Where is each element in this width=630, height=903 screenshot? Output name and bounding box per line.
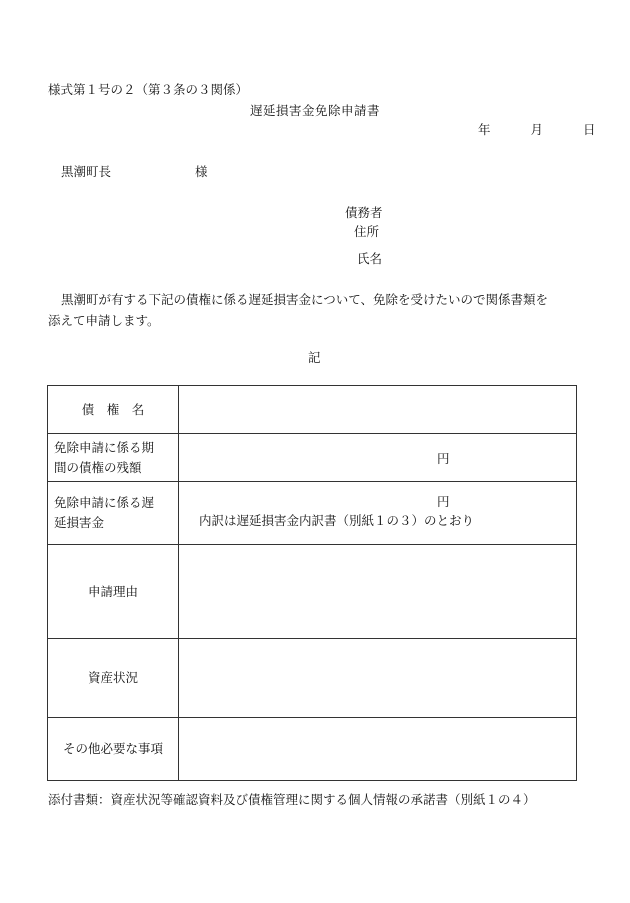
statement-line-2: 添えて申請します。	[48, 313, 160, 328]
balance-label-line-2: 間の債権の残額	[54, 459, 142, 475]
assets-label: 資産状況	[48, 639, 179, 718]
balance-label-line-1: 免除申請に係る期	[54, 439, 155, 455]
table-row	[48, 545, 577, 639]
assets-field[interactable]	[179, 639, 577, 718]
honorific: 様	[195, 164, 208, 179]
claim-name-label: 債 権 名	[48, 386, 179, 434]
reason-field[interactable]	[179, 545, 577, 639]
form-number: 様式第１号の２（第３条の３関係）	[48, 82, 249, 97]
table-row	[48, 482, 577, 545]
balance-label	[48, 434, 179, 482]
address-label: 住所	[354, 224, 380, 239]
date-day: 日	[583, 122, 596, 137]
document-title: 遅延損害金免除申請書	[249, 103, 380, 118]
details-table	[47, 385, 577, 781]
statement-line-1: 黒潮町が有する下記の債権に係る遅延損害金について、免除を受けたいので関係書類を	[61, 292, 549, 307]
name-label: 氏名	[357, 251, 383, 266]
ki-heading: 記	[308, 350, 321, 365]
damages-label-line-2: 延損害金	[54, 515, 105, 530]
balance-field[interactable]	[179, 434, 577, 482]
other-field[interactable]	[179, 718, 577, 781]
damages-unit: 円	[437, 494, 450, 509]
table-row	[48, 386, 577, 434]
balance-unit: 円	[437, 451, 450, 466]
table-row	[48, 434, 577, 482]
debtor-label: 債務者	[345, 205, 383, 220]
damages-label	[48, 482, 179, 545]
table-row	[48, 718, 577, 781]
application-statement	[48, 289, 588, 331]
addressee: 黒潮町長	[61, 164, 112, 179]
claim-name-field[interactable]	[179, 386, 577, 434]
other-label: その他必要な事項	[48, 718, 179, 781]
damages-field[interactable]	[179, 482, 577, 545]
reason-label: 申請理由	[48, 545, 179, 639]
date-month: 月	[530, 122, 544, 137]
damages-note: 内訳は遅延損害金内訳書（別紙１の３）のとおり	[199, 513, 475, 528]
damages-label-line-1: 免除申請に係る遅	[54, 495, 155, 510]
attachment-note: 添付書類：資産状況等確認資料及び債権管理に関する個人情報の承諾書（別紙１の４）	[48, 792, 536, 807]
date-year: 年	[478, 122, 491, 137]
date-line	[478, 120, 596, 138]
table-row	[48, 639, 577, 718]
